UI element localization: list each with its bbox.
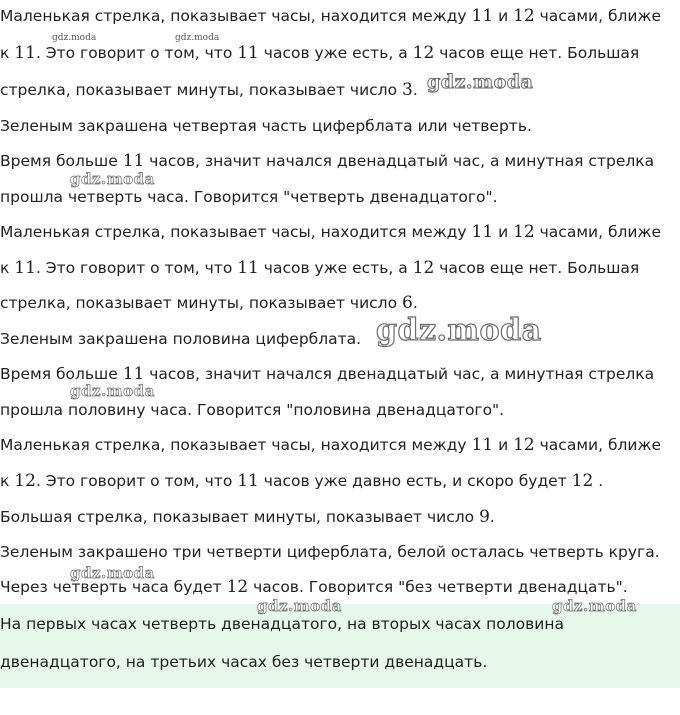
text-fragment: часов. Говорится "без четверти двенадцать". [248,578,628,596]
text-line [0,6,661,26]
number: 11 [237,258,259,278]
number: 6 [401,293,413,313]
watermark: gdz.moda [70,382,155,400]
number: 11 [237,471,259,491]
text-fragment: часов еще нет. Большая [434,44,640,62]
text-fragment: к [0,259,15,277]
text-fragment: часов уже есть, а [258,259,413,277]
watermark: gdz.moda [376,313,542,348]
text-line [0,151,654,171]
text-fragment: и [493,7,514,25]
text-fragment: . [412,81,418,99]
text-line [0,293,418,313]
text-fragment: к [0,472,15,490]
text-fragment: . Это говорит о том, что [35,259,238,277]
text-fragment: . [489,508,495,526]
text-fragment: Время больше [0,152,123,170]
text-fragment: часами, ближе [534,223,661,241]
text-line [0,258,639,278]
text-fragment: Через четверть часа будет [0,578,227,596]
number: 11 [122,364,145,384]
text-fragment: прошла половину часа. Говорится "половина двенадцатого". [0,401,505,419]
text-line [0,43,639,63]
number: 9 [479,507,490,527]
text-line [0,507,495,527]
text-fragment: Маленькая стрелка, показывает часы, находится между [0,223,472,241]
text-fragment: часов, значит начался двенадцатый час, а минутная стрелка [144,152,655,170]
number: 12 [571,471,594,491]
text-line [0,116,532,136]
text-fragment: Зеленым закрашена половина циферблата. [0,330,362,348]
text-fragment: часов еще нет. Большая [434,259,640,277]
text-fragment: . [412,294,418,312]
text-line [0,329,361,349]
number: 12 [513,222,535,242]
text-fragment: часами, ближе [534,436,661,454]
number: 12 [412,258,435,278]
text-line [0,80,418,100]
text-line [0,471,603,491]
answer-box [0,604,680,688]
text-fragment: к [0,44,15,62]
text-line [0,435,661,455]
text-fragment: прошла четверть часа. Говорится "четверть двенадцатого". [0,188,498,206]
number: 12 [412,43,435,63]
text-fragment: и [493,436,514,454]
number: 11 [471,6,494,26]
text-line [0,187,498,207]
watermark: gdz.moda [427,71,534,93]
watermark: gdz.moda [70,170,155,188]
text-fragment: . Это говорит о том, что [35,472,238,490]
text-fragment: Маленькая стрелка, показывает часы, находится между [0,7,472,25]
text-fragment: Большая стрелка, показывает минуты, показывает число [0,508,480,526]
number: 12 [513,435,535,455]
number: 12 [226,577,249,597]
watermark: gdz.moda [175,33,220,43]
text-fragment: и [493,223,514,241]
text-fragment: . [593,472,604,490]
number: 11 [14,43,36,63]
number: 11 [471,435,494,455]
answer-line: На первых часах четверть двенадцатого, на вторых часах половина [0,615,564,633]
watermark: gdz.moda [52,33,97,43]
number: 11 [14,258,36,278]
text-line [0,542,660,562]
text-fragment: стрелка, показывает минуты, показывает число [0,294,402,312]
text-line [0,222,661,242]
number: 11 [471,222,494,242]
watermark: gdz.moda [70,564,155,582]
text-fragment: часов уже есть, а [258,44,413,62]
text-fragment: стрелка, показывает минуты, показывает число [0,81,402,99]
text-fragment: Зеленым закрашено три четверти циферблата, белой осталась четверть круга. [0,543,660,561]
number: 12 [14,471,36,491]
text-fragment: часов, значит начался двенадцатый час, а минутная стрелка [144,365,655,383]
watermark: gdz.moda [257,597,342,615]
number: 12 [513,6,535,26]
text-fragment: Маленькая стрелка, показывает часы, находится между [0,436,472,454]
answer-line: двенадцатого, на третьих часах без четверти двенадцать. [0,653,488,671]
text-fragment: . Это говорит о том, что [35,44,238,62]
text-fragment: часами, ближе [534,7,661,25]
text-line [0,364,654,384]
number: 3 [401,80,413,100]
text-fragment: Зеленым закрашена четвертая часть циферблата или четверть. [0,117,532,135]
text-fragment: часов уже давно есть, и скоро будет [258,472,572,490]
text-fragment: Время больше [0,365,123,383]
text-line [0,400,504,420]
watermark: gdz.moda [552,597,637,615]
number: 11 [237,43,259,63]
number: 11 [122,151,145,171]
